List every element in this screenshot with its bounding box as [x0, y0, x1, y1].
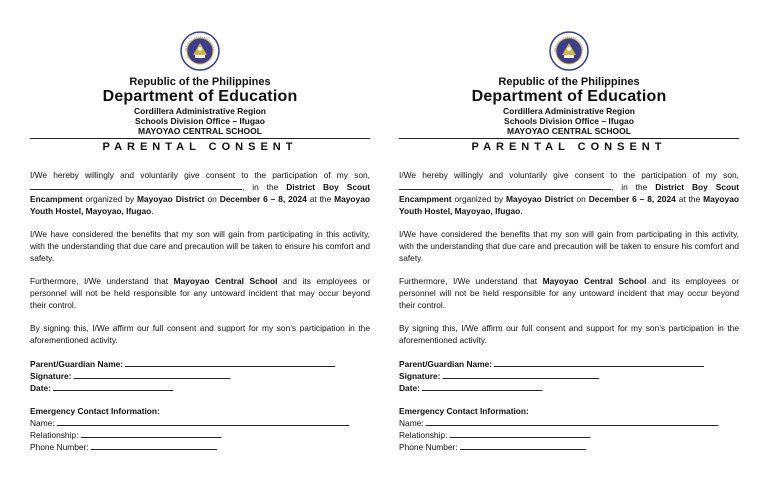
deped-seal-icon — [180, 31, 220, 71]
emergency-heading: Emergency Contact Information: — [30, 406, 160, 416]
relationship-blank[interactable] — [81, 429, 221, 438]
division-line: Schools Division Office – Ifugao — [504, 116, 634, 126]
date-row: Date: — [399, 382, 739, 394]
son-name-blank[interactable] — [30, 181, 242, 190]
emergency-name-row: Name: — [30, 417, 370, 429]
school-line: MAYOYAO CENTRAL SCHOOL — [138, 126, 262, 136]
deped-seal-icon — [549, 31, 589, 71]
consent-body — [399, 169, 739, 346]
signature-blank[interactable] — [74, 370, 230, 379]
emergency-heading: Emergency Contact Information: — [399, 406, 529, 416]
relationship-row: Relationship: — [30, 429, 370, 441]
signature-blank[interactable] — [443, 370, 599, 379]
consent-paragraph-1: I/We hereby willingly and voluntarily give consent to the participation of my son, , in the District Boy Scout Encampment organized by Mayoyao District on December 6 – 8, 2024 at the Mayoyao Youth Hostel, Mayoyao, Ifugao. — [399, 170, 739, 216]
division-line: Schools Division Office – Ifugao — [135, 116, 265, 126]
parent-name-blank[interactable] — [494, 358, 704, 367]
parent-name-row: Parent/Guardian Name: — [399, 358, 739, 370]
consent-paragraph-4: By signing this, I/We affirm our full consent and support for my son’s participation in the aforementioned activity. — [30, 323, 370, 345]
consent-paragraph-2: I/We have considered the benefits that my son will gain from participating in this activity, with the understanding that due care and precaution will be taken to ensure his comfort and safety. — [399, 229, 739, 263]
parent-name-row: Parent/Guardian Name: — [30, 358, 370, 370]
consent-paragraph-3: Furthermore, I/We understand that Mayoyao Central School and its employees or personnel will not be held responsible for any untoward incident that may occur beyond their control. — [399, 276, 739, 310]
parent-name-blank[interactable] — [125, 358, 335, 367]
header-divider — [30, 138, 370, 139]
republic-line: Republic of the Philippines — [129, 76, 271, 88]
region-line: Cordillera Administrative Region — [503, 106, 635, 116]
relationship-row: Relationship: — [399, 429, 739, 441]
consent-paragraph-1: I/We hereby willingly and voluntarily give consent to the participation of my son, , in the District Boy Scout Encampment organized by Mayoyao District on December 6 – 8, 2024 at the Mayoyao Youth Hostel, Mayoyao, Ifugao. — [30, 170, 370, 216]
signature-fields — [399, 358, 739, 453]
signature-row: Signature: — [399, 370, 739, 382]
republic-line: Republic of the Philippines — [498, 76, 640, 88]
department-title: Department of Education — [102, 88, 298, 105]
phone-blank[interactable] — [460, 441, 586, 450]
region-line: Cordillera Administrative Region — [134, 106, 266, 116]
consent-body — [30, 169, 370, 346]
date-blank[interactable] — [53, 382, 173, 391]
son-name-blank[interactable] — [399, 181, 611, 190]
consent-paragraph-3: Furthermore, I/We understand that Mayoyao Central School and its employees or personnel will not be held responsible for any untoward incident that may occur beyond their control. — [30, 276, 370, 310]
header-divider — [399, 138, 739, 139]
phone-blank[interactable] — [91, 441, 217, 450]
phone-row: Phone Number: — [399, 441, 739, 453]
school-line: MAYOYAO CENTRAL SCHOOL — [507, 126, 631, 136]
emergency-name-row: Name: — [399, 417, 739, 429]
letterhead — [30, 0, 370, 154]
department-title: Department of Education — [471, 88, 667, 105]
consent-paragraph-2: I/We have considered the benefits that my son will gain from participating in this activity, with the understanding that due care and precaution will be taken to ensure his comfort and safety. — [30, 229, 370, 263]
consent-form-right — [399, 0, 739, 453]
letterhead — [399, 0, 739, 154]
form-title: PARENTAL CONSENT — [471, 141, 667, 153]
signature-row: Signature: — [30, 370, 370, 382]
date-blank[interactable] — [422, 382, 542, 391]
relationship-blank[interactable] — [450, 429, 590, 438]
form-title: PARENTAL CONSENT — [102, 141, 298, 153]
phone-row: Phone Number: — [30, 441, 370, 453]
emergency-name-blank[interactable] — [426, 417, 718, 426]
date-row: Date: — [30, 382, 370, 394]
consent-form-left — [30, 0, 370, 453]
consent-paragraph-4: By signing this, I/We affirm our full consent and support for my son’s participation in the aforementioned activity. — [399, 323, 739, 345]
emergency-name-blank[interactable] — [57, 417, 349, 426]
signature-fields — [30, 358, 370, 453]
